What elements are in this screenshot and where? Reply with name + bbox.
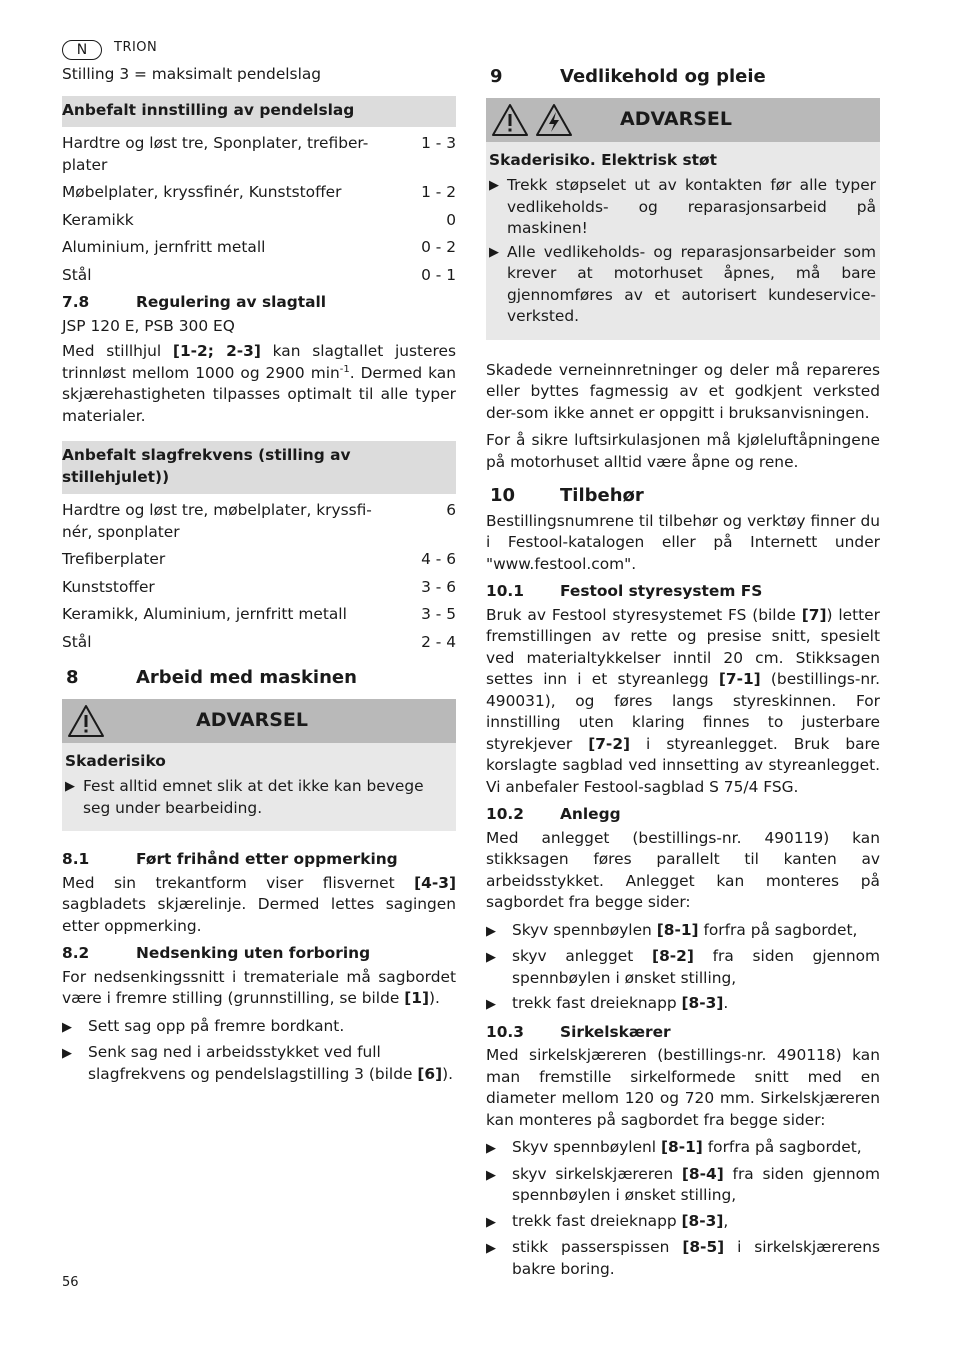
paragraph — [486, 605, 880, 799]
list-item — [486, 1211, 880, 1234]
arrow-icon: ▶ — [62, 1046, 72, 1061]
section-heading — [486, 1022, 880, 1044]
section-title: Ført frihånd etter oppmerking — [136, 850, 398, 868]
warning-box — [486, 98, 880, 340]
arrow-icon: ▶ — [486, 1214, 496, 1230]
table-row — [62, 182, 456, 204]
warning-icons — [486, 102, 574, 138]
section-number: 10.2 — [486, 805, 524, 823]
language-badge: N — [62, 40, 102, 60]
table-row — [62, 549, 456, 571]
text-run: Med stillhjul — [62, 342, 173, 360]
table-row — [62, 133, 456, 176]
figure-reference: [7-2] — [588, 734, 631, 753]
row-label: Hardtre og løst tre, Sponplater, trefiber-plater — [62, 134, 369, 174]
table-row — [62, 500, 456, 543]
section-heading — [62, 292, 456, 314]
row-label: Stål — [62, 265, 92, 284]
superscript: -1 — [339, 363, 350, 375]
row-value: 4 - 6 — [421, 550, 456, 568]
warning-triangle-icon — [66, 703, 106, 739]
text-run: trekk fast dreieknapp — [512, 994, 682, 1012]
section-title: Sirkelskærer — [560, 1022, 671, 1041]
section-number: 10.3 — [486, 1022, 524, 1041]
warning-item — [489, 175, 876, 240]
table-row — [62, 265, 456, 287]
model-line: JSP 120 E, PSB 300 EQ — [62, 316, 235, 335]
chapter-heading — [486, 485, 880, 507]
figure-reference: [1-2; 2-3] — [172, 342, 261, 360]
table-title: Anbefalt slagfrekvens (stilling av stillehjulet)) — [62, 441, 456, 494]
list-item — [486, 946, 880, 989]
list-item-text — [512, 920, 880, 943]
row-label: Keramikk — [62, 210, 134, 229]
text-run: skyv sirkelskjæreren — [512, 1164, 682, 1183]
text-run: forfra på sagbordet, — [698, 920, 858, 939]
page-number: 56 — [62, 1275, 79, 1290]
list-item-text — [512, 946, 880, 989]
section-number: 7.8 — [62, 293, 90, 311]
chapter-number: 10 — [490, 485, 516, 506]
list-item — [486, 1137, 880, 1160]
arrow-icon: ▶ — [65, 779, 75, 794]
section-number: 8.1 — [62, 850, 90, 868]
figure-reference: [8-5] — [682, 1238, 725, 1256]
section-heading — [486, 804, 880, 826]
section-heading — [62, 849, 456, 871]
text-run: ) letter fremstillingen av rette og presise snitt, spesielt ved materialtykkelser inntil 20 cm. Stikksagen settes inn i et styreanlegg — [486, 605, 880, 688]
electric-shock-icon — [534, 102, 574, 138]
list-item — [62, 1016, 456, 1039]
text-run: , — [723, 1211, 729, 1230]
text-run: sagbladets skjærelinje. Dermed lettes sagingen etter oppmerking. — [62, 895, 456, 935]
text-run: ). — [442, 1064, 454, 1083]
text-run: Med sin trekantform viser flisvernet — [62, 873, 415, 892]
row-label: Trefiberplater — [62, 550, 166, 568]
figure-reference: [8-1] — [660, 1138, 703, 1156]
warning-icons — [62, 703, 106, 739]
list-item — [62, 1042, 456, 1085]
section-heading — [62, 943, 456, 965]
row-value: 1 - 2 — [421, 183, 456, 201]
list-item — [486, 1164, 880, 1207]
text-run: fra siden gjennom spennbøylen i ønsket stilling, — [512, 947, 880, 987]
text-run: Sett sag opp på fremre bordkant. — [88, 1016, 345, 1035]
arrow-icon: ▶ — [486, 1141, 496, 1156]
table-row — [62, 577, 456, 599]
figure-reference: [8-2] — [652, 947, 694, 965]
figure-reference: [8-3] — [681, 1211, 724, 1230]
text-run: ). — [428, 989, 440, 1007]
row-label: Møbelplater, kryssfinér, Kunststoffer — [62, 183, 342, 201]
row-value: 0 - 1 — [421, 265, 456, 284]
list-item-text — [512, 993, 880, 1016]
section-title: Regulering av slagtall — [136, 293, 327, 311]
text-run: Skyv spennbøylenl — [512, 1138, 661, 1156]
warning-item-text: Fest alltid emnet slik at det ikke kan bevege seg under bearbeiding. — [83, 777, 424, 817]
row-value: 6 — [446, 501, 456, 519]
chapter-heading — [486, 66, 880, 88]
chapter-title: Arbeid med maskinen — [136, 667, 357, 688]
product-name: TRION — [114, 40, 158, 55]
text-run: i sirkelskjærerens bakre boring. — [512, 1238, 880, 1278]
paragraph: Med sirkelskjæreren (bestillings-nr. 490118) kan man fremstille sirkelformede snitt med en diameter mellom 120 og 720 mm. Sirkelskjæreren kan monteres på sagbordet fra begge sider: — [486, 1046, 880, 1129]
paragraph: Med anlegget (bestillings-nr. 490119) kan stikksagen føres parallelt til kanten av arbeidsstykket. Anlegget kan monteres på sagbordet fra begge sider: — [486, 828, 880, 911]
warning-title: ADVARSEL — [620, 107, 732, 130]
chapter-number: 8 — [66, 667, 79, 688]
warning-triangle-icon — [490, 102, 530, 138]
figure-reference: [7-1] — [718, 670, 761, 688]
warning-title: ADVARSEL — [196, 708, 308, 731]
row-value: 0 - 2 — [421, 238, 456, 256]
paragraph — [62, 873, 456, 938]
stroke-rate-table — [62, 441, 456, 653]
figure-reference: [4-3] — [414, 873, 456, 892]
row-value: 1 - 3 — [421, 134, 456, 152]
warning-subtitle: Skaderisiko — [65, 751, 166, 770]
figure-reference: [7] — [801, 605, 827, 624]
section-title: Festool styresystem FS — [560, 582, 763, 600]
text-run: trekk fast dreieknapp — [512, 1211, 682, 1230]
text-run: i styreanlegget. Bruk bare korslagte sagblad ved innsetting av styreanlegget. Vi anbefaler Festool-sagblad S 75/4 FSG. — [486, 734, 881, 796]
left-column — [62, 64, 456, 1089]
warning-header — [62, 699, 456, 743]
warning-item — [489, 242, 876, 328]
arrow-icon: ▶ — [486, 1167, 496, 1183]
text-run: stikk passerspissen — [512, 1238, 683, 1256]
row-label: Keramikk, Aluminium, jernfritt metall — [62, 605, 347, 623]
arrow-icon: ▶ — [486, 997, 496, 1012]
list-item-text — [88, 1042, 456, 1085]
table-row — [62, 210, 456, 232]
figure-reference: [8-3] — [681, 994, 724, 1012]
text-run: Senk sag ned i arbeidsstykket ved full slagfrekvens og pendelslagstilling 3 (bilde — [88, 1043, 418, 1083]
section-title: Anlegg — [560, 805, 621, 823]
text-run: forfra på sagbordet, — [702, 1138, 862, 1156]
row-label: Stål — [62, 632, 92, 651]
figure-reference: [8-4] — [681, 1164, 724, 1183]
text-run: fra siden gjennom spennbøylen i ønsket stilling, — [512, 1164, 881, 1204]
arrow-icon: ▶ — [486, 1241, 496, 1256]
section-title: Nedsenking uten forboring — [136, 944, 371, 962]
instruction-list — [486, 1137, 880, 1280]
intro-text: Stilling 3 = maksimalt pendelslag — [62, 65, 322, 83]
list-item — [486, 1237, 880, 1280]
chapter-heading — [62, 667, 456, 689]
instruction-list — [486, 920, 880, 1016]
warning-subtitle: Skaderisiko. Elektrisk støt — [489, 150, 717, 169]
list-item — [486, 920, 880, 943]
warning-body — [486, 142, 880, 340]
table-row — [62, 632, 456, 654]
row-value: 3 - 5 — [421, 605, 456, 623]
table-row — [62, 604, 456, 626]
pendulum-settings-table — [62, 96, 456, 287]
text-run: . — [723, 994, 729, 1012]
row-value: 3 - 6 — [421, 577, 456, 596]
figure-reference: [8-1] — [656, 920, 699, 939]
paragraph: For å sikre luftsirkulasjonen må kjøleluftåpningene på motorhuset alltid være åpne og rene. — [486, 431, 880, 471]
warning-item-text: Alle vedlikeholds- og reparasjonsarbeider som krever at motorhuset åpnes, må bare gjennomføres av et autorisert kundeservice-verksted. — [507, 242, 876, 325]
right-column — [486, 64, 880, 1284]
table-title: Anbefalt innstilling av pendelslag — [62, 96, 456, 128]
chapter-title: Vedlikehold og pleie — [560, 66, 766, 87]
arrow-icon: ▶ — [489, 178, 499, 193]
figure-reference: [1] — [404, 989, 429, 1007]
instruction-list — [62, 1016, 456, 1086]
paragraph: Skadede verneinnretninger og deler må repareres eller byttes fagmessig av et godkjent verksted der-som ikke annet er oppgitt i bruksanvisningen. — [486, 360, 880, 422]
warning-header — [486, 98, 880, 142]
text-run: For nedsenkingssnitt i tremateriale må sagbordet være i fremre stilling (grunnstilling, se bilde — [62, 967, 456, 1007]
text-run: kan slagtallet justeres trinnløst mellom 1000 og 2900 min — [62, 342, 456, 382]
warning-item-text: Trekk støpselet ut av kontakten før alle typer vedlikeholds- og reparasjonsarbeid på maskinen! — [507, 176, 876, 237]
section-number: 8.2 — [62, 944, 90, 962]
list-item-text — [512, 1164, 880, 1207]
text-run: (bestillings-nr. 490031), og føres langs styreskinnen. For innstilling uten klaring finnes to justerbare styrekjever — [486, 670, 880, 753]
arrow-icon: ▶ — [486, 923, 496, 939]
paragraph — [62, 967, 456, 1010]
warning-item — [65, 776, 452, 819]
list-item-text — [512, 1237, 880, 1280]
chapter-title: Tilbehør — [560, 485, 644, 506]
list-item-text — [88, 1016, 456, 1039]
list-item-text — [512, 1211, 880, 1234]
list-item-text — [512, 1137, 880, 1160]
arrow-icon: ▶ — [486, 950, 496, 965]
warning-box — [62, 699, 456, 832]
list-item — [486, 993, 880, 1016]
row-value: 2 - 4 — [421, 632, 456, 651]
row-label: Aluminium, jernfritt metall — [62, 238, 266, 256]
text-run: . Dermed kan skjærehastigheten tilpasses optimalt til alle typer materialer. — [62, 363, 456, 425]
table-row — [62, 237, 456, 259]
figure-reference: [6] — [417, 1064, 443, 1083]
text-run: Bruk av Festool styresystemet FS (bilde — [486, 605, 802, 624]
warning-body — [62, 743, 456, 832]
section-number: 10.1 — [486, 582, 524, 600]
chapter-number: 9 — [490, 66, 503, 87]
row-value: 0 — [446, 210, 456, 229]
row-label: Hardtre og løst tre, møbelplater, kryssfi-nér, sponplater — [62, 501, 372, 541]
text-run: skyv anlegget — [512, 947, 653, 965]
arrow-icon: ▶ — [62, 1019, 72, 1035]
text-run: Skyv spennbøylen — [512, 920, 657, 939]
section-heading — [486, 581, 880, 603]
row-label: Kunststoffer — [62, 577, 155, 596]
arrow-icon: ▶ — [489, 244, 499, 260]
paragraph — [62, 341, 456, 427]
paragraph: Bestillingsnumrene til tilbehør og verktøy finner du i Festool-katalogen eller på Internett under "www.festool.com". — [486, 511, 880, 573]
